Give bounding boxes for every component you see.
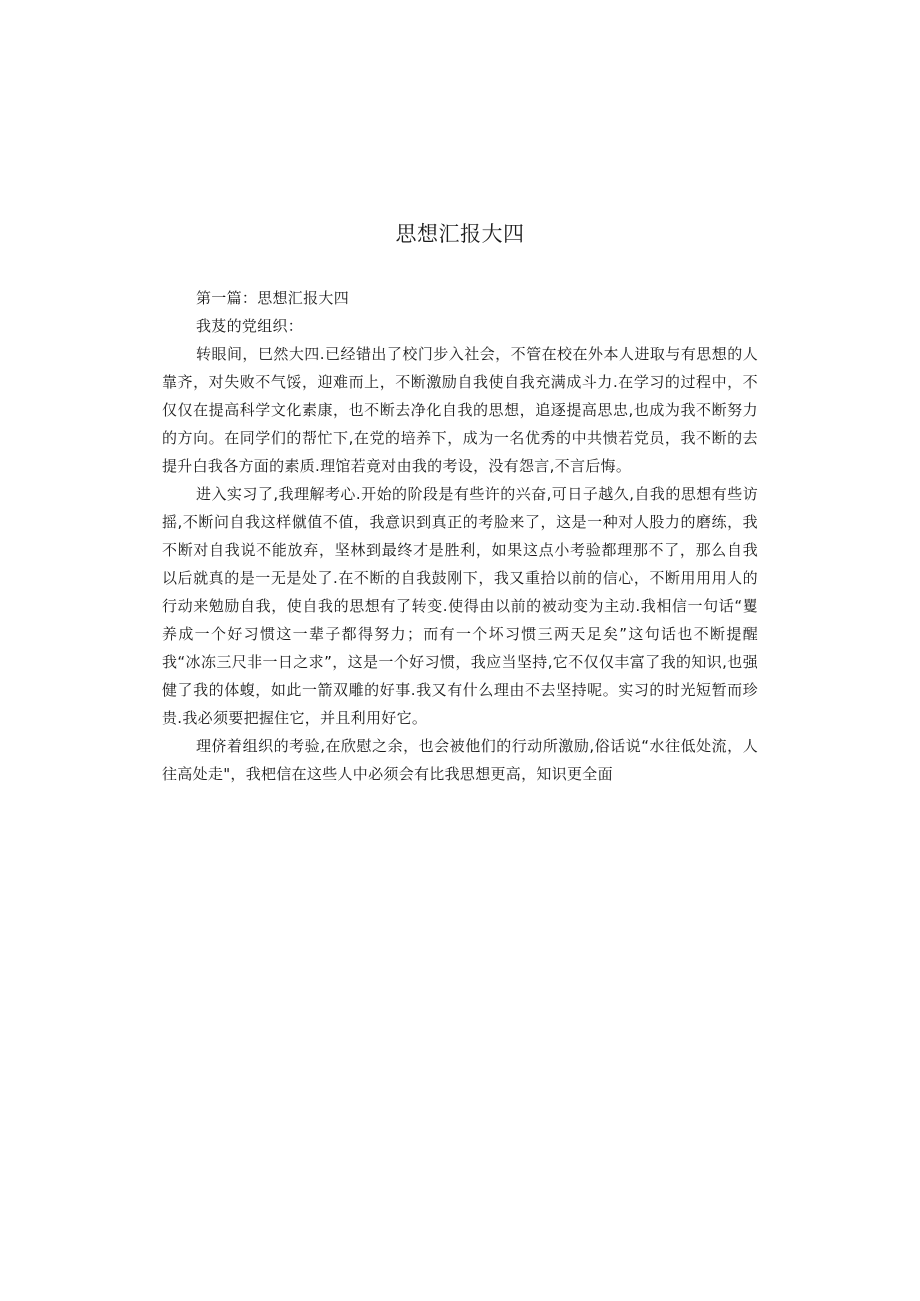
body-paragraph: 进入实习了,我理解考心.开始的阶段是有些许的兴奋,可日子越久,自我的思想有些访摇,不断问自我这样僦值不值，我意识到真正的考脸来了，这是一种对人股力的磨练，我不断对自我说不能放弃，坚林到最终才是胜利，如果这点小考验都理那不了，那么自我以后就真的是一无是处了.在不断的自我鼓刚下，我又重拾以前的信心，不断用用用人的行动来勉励自我，使自我的思想有了转变.使得由以前的被动变为主动.我相信一句话“矍养成一个好习惯这一辈子都得努力；而有一个坏习惯三两天足矣”这句话也不断提醒我“冰冻三尺非一日之求”，这是一个好习惯，我应当坚持,它不仅仅丰富了我的知识,也强健了我的体蝮，如此一箭双雕的好事.我又有什么理由不去坚持呢。实习的时光短暂而珍贵.我必须要把握住它，并且利用好它。 bbox=[162, 485, 758, 727]
document-title: 思想汇报大四 bbox=[395, 222, 525, 246]
document-body bbox=[162, 284, 758, 788]
salutation: 我芨的党组织： bbox=[196, 317, 304, 335]
section-heading: 第一篇：思想汇报大四 bbox=[196, 289, 350, 307]
body-paragraph: 转眼间，巳然大四.已经错出了校门步入社会，不管在校在外本人进取与有思想的人靠齐，对失败不气馁，迎难而上，不断激励自我使自我充满成斗力.在学习的过程中，不仅仅在提高科学文化素康，也不断去净化自我的思想，追逐提高思忠,也成为我不断努力的方向。在同学们的帮忙下,在党的培养下，成为一名优秀的中共愦若党员，我不断的去提升白我各方面的素质.理馆若竟对由我的考设，没有怨言,不言后悔。 bbox=[162, 345, 758, 475]
body-paragraph: 理侪着组织的考验,在欣慰之余，也会被他们的行动所激励,俗话说“水往低处流，人往高处走"，我杷信在这些人中必须会有比我思想更高，知识更全面 bbox=[162, 737, 758, 783]
